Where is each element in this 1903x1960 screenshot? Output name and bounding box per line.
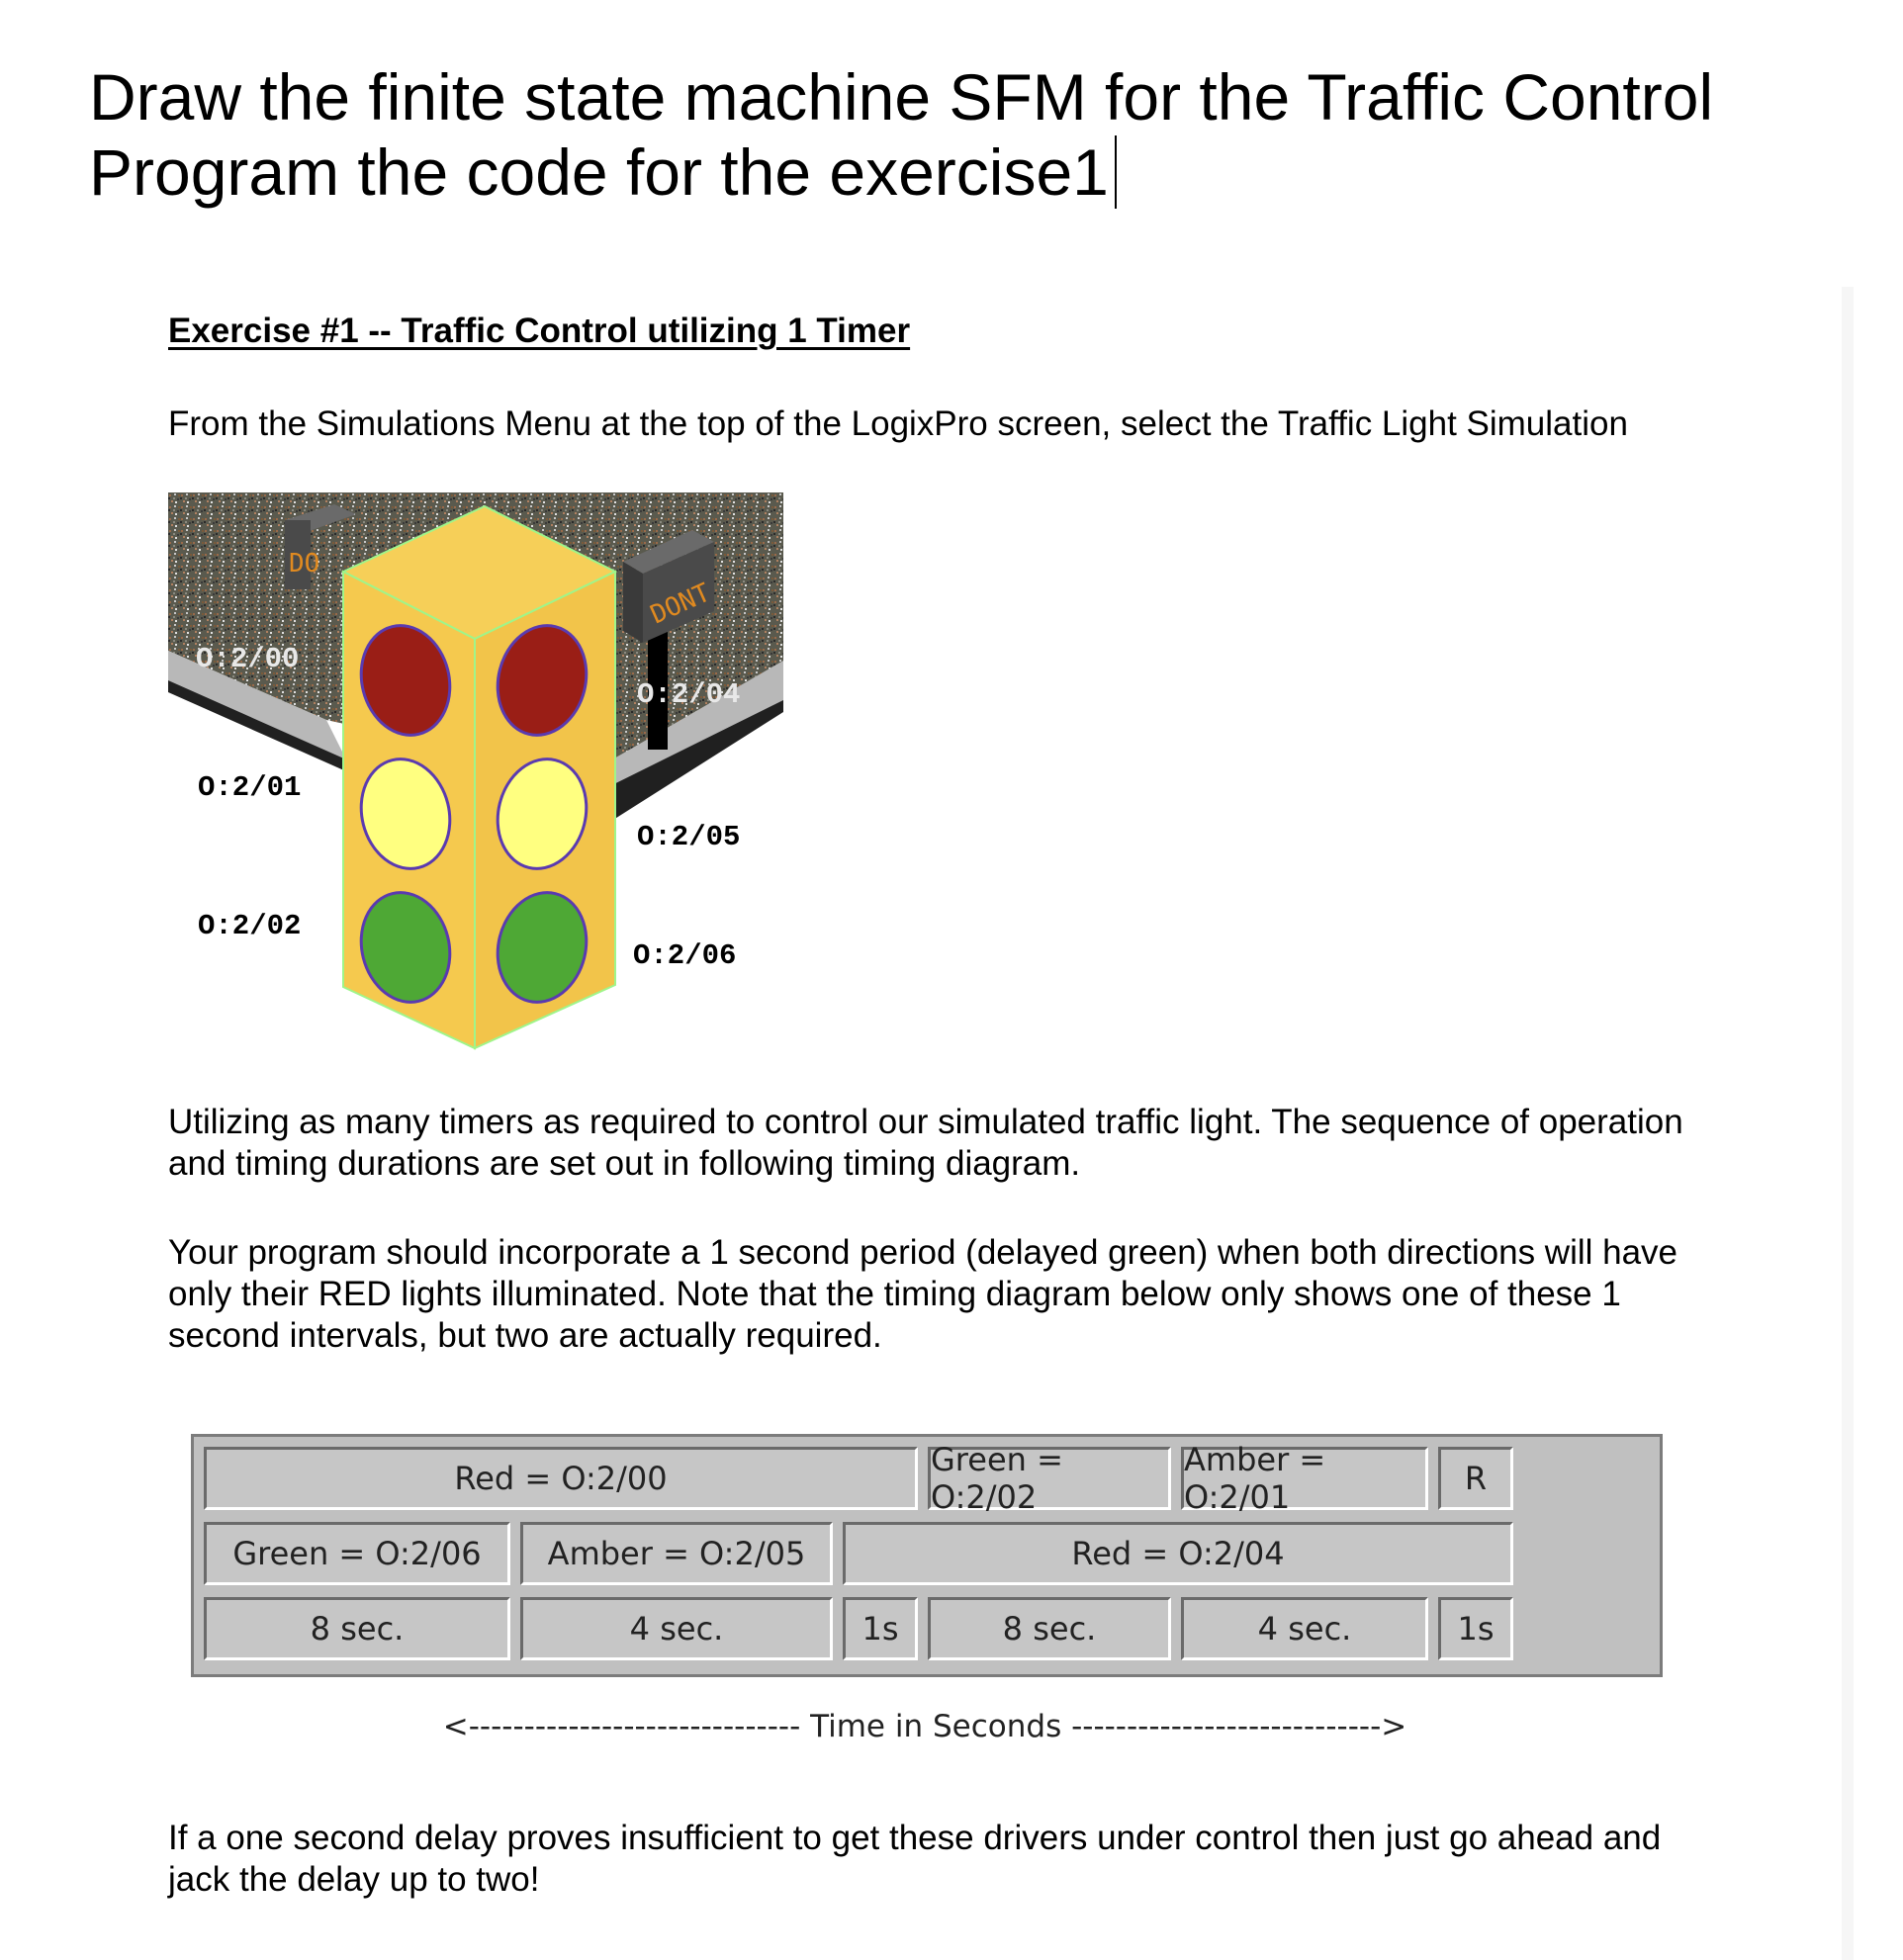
duration-8sec-1: 8 sec. (204, 1597, 510, 1660)
time-axis-label: <------------------------------ Time in Seconds ----------------------------> (442, 1709, 1407, 1744)
question-heading (89, 59, 1830, 210)
duration-8sec-2: 8 sec. (928, 1597, 1171, 1660)
timing-amber-o201: Amber = O:2/01 (1181, 1447, 1428, 1510)
duration-1s-2: 1s (1438, 1597, 1513, 1660)
dont-walk-sign-left: DO (289, 549, 320, 579)
question-line-1: Draw the finite state machine SFM for the Traffic Control (89, 60, 1714, 134)
label-o206: O:2/06 (633, 939, 737, 972)
label-o202: O:2/02 (198, 910, 302, 942)
timing-amber-o205: Amber = O:2/05 (520, 1522, 833, 1585)
page-edge-shadow (1842, 287, 1854, 1960)
dont-walk-sign-right: DONT (646, 578, 715, 631)
label-o201: O:2/01 (198, 771, 302, 804)
timing-green-o206: Green = O:2/06 (204, 1522, 510, 1585)
paragraph-timers: Utilizing as many timers as required to control our simulated traffic light. The sequence of operation and timing durations are set out in following timing diagram. (168, 1103, 1683, 1183)
timing-red-o200: Red = O:2/00 (204, 1447, 918, 1510)
timing-diagram (191, 1434, 1663, 1677)
duration-1s-1: 1s (843, 1597, 918, 1660)
paragraph-delayed-green: Your program should incorporate a 1 second period (delayed green) when both directions will have only their RED lights illuminated. Note that the timing diagram below only shows one of these 1 second intervals, but two are actually required. (168, 1233, 1678, 1355)
label-o204: O:2/04 (637, 678, 741, 711)
closing-paragraph: If a one second delay proves insufficient to get these drivers under control then just go ahead and jack the delay up to two! (168, 1819, 1662, 1899)
exercise-intro: From the Simulations Menu at the top of the LogixPro screen, select the Traffic Light Simulation (168, 404, 1628, 443)
duration-4sec-2: 4 sec. (1181, 1597, 1428, 1660)
timing-red-o204: Red = O:2/04 (843, 1522, 1513, 1585)
duration-4sec-1: 4 sec. (520, 1597, 833, 1660)
label-o205: O:2/05 (637, 821, 741, 853)
timing-green-o202: Green = O:2/02 (928, 1447, 1171, 1510)
traffic-light-simulation-image (168, 492, 783, 1056)
question-line-2: Program the code for the exercise1 (89, 135, 1109, 209)
timing-r: R (1438, 1447, 1513, 1510)
label-o200: O:2/00 (196, 643, 300, 675)
text-cursor (1115, 135, 1117, 209)
exercise-title: Exercise #1 -- Traffic Control utilizing 1 Timer (168, 312, 911, 350)
